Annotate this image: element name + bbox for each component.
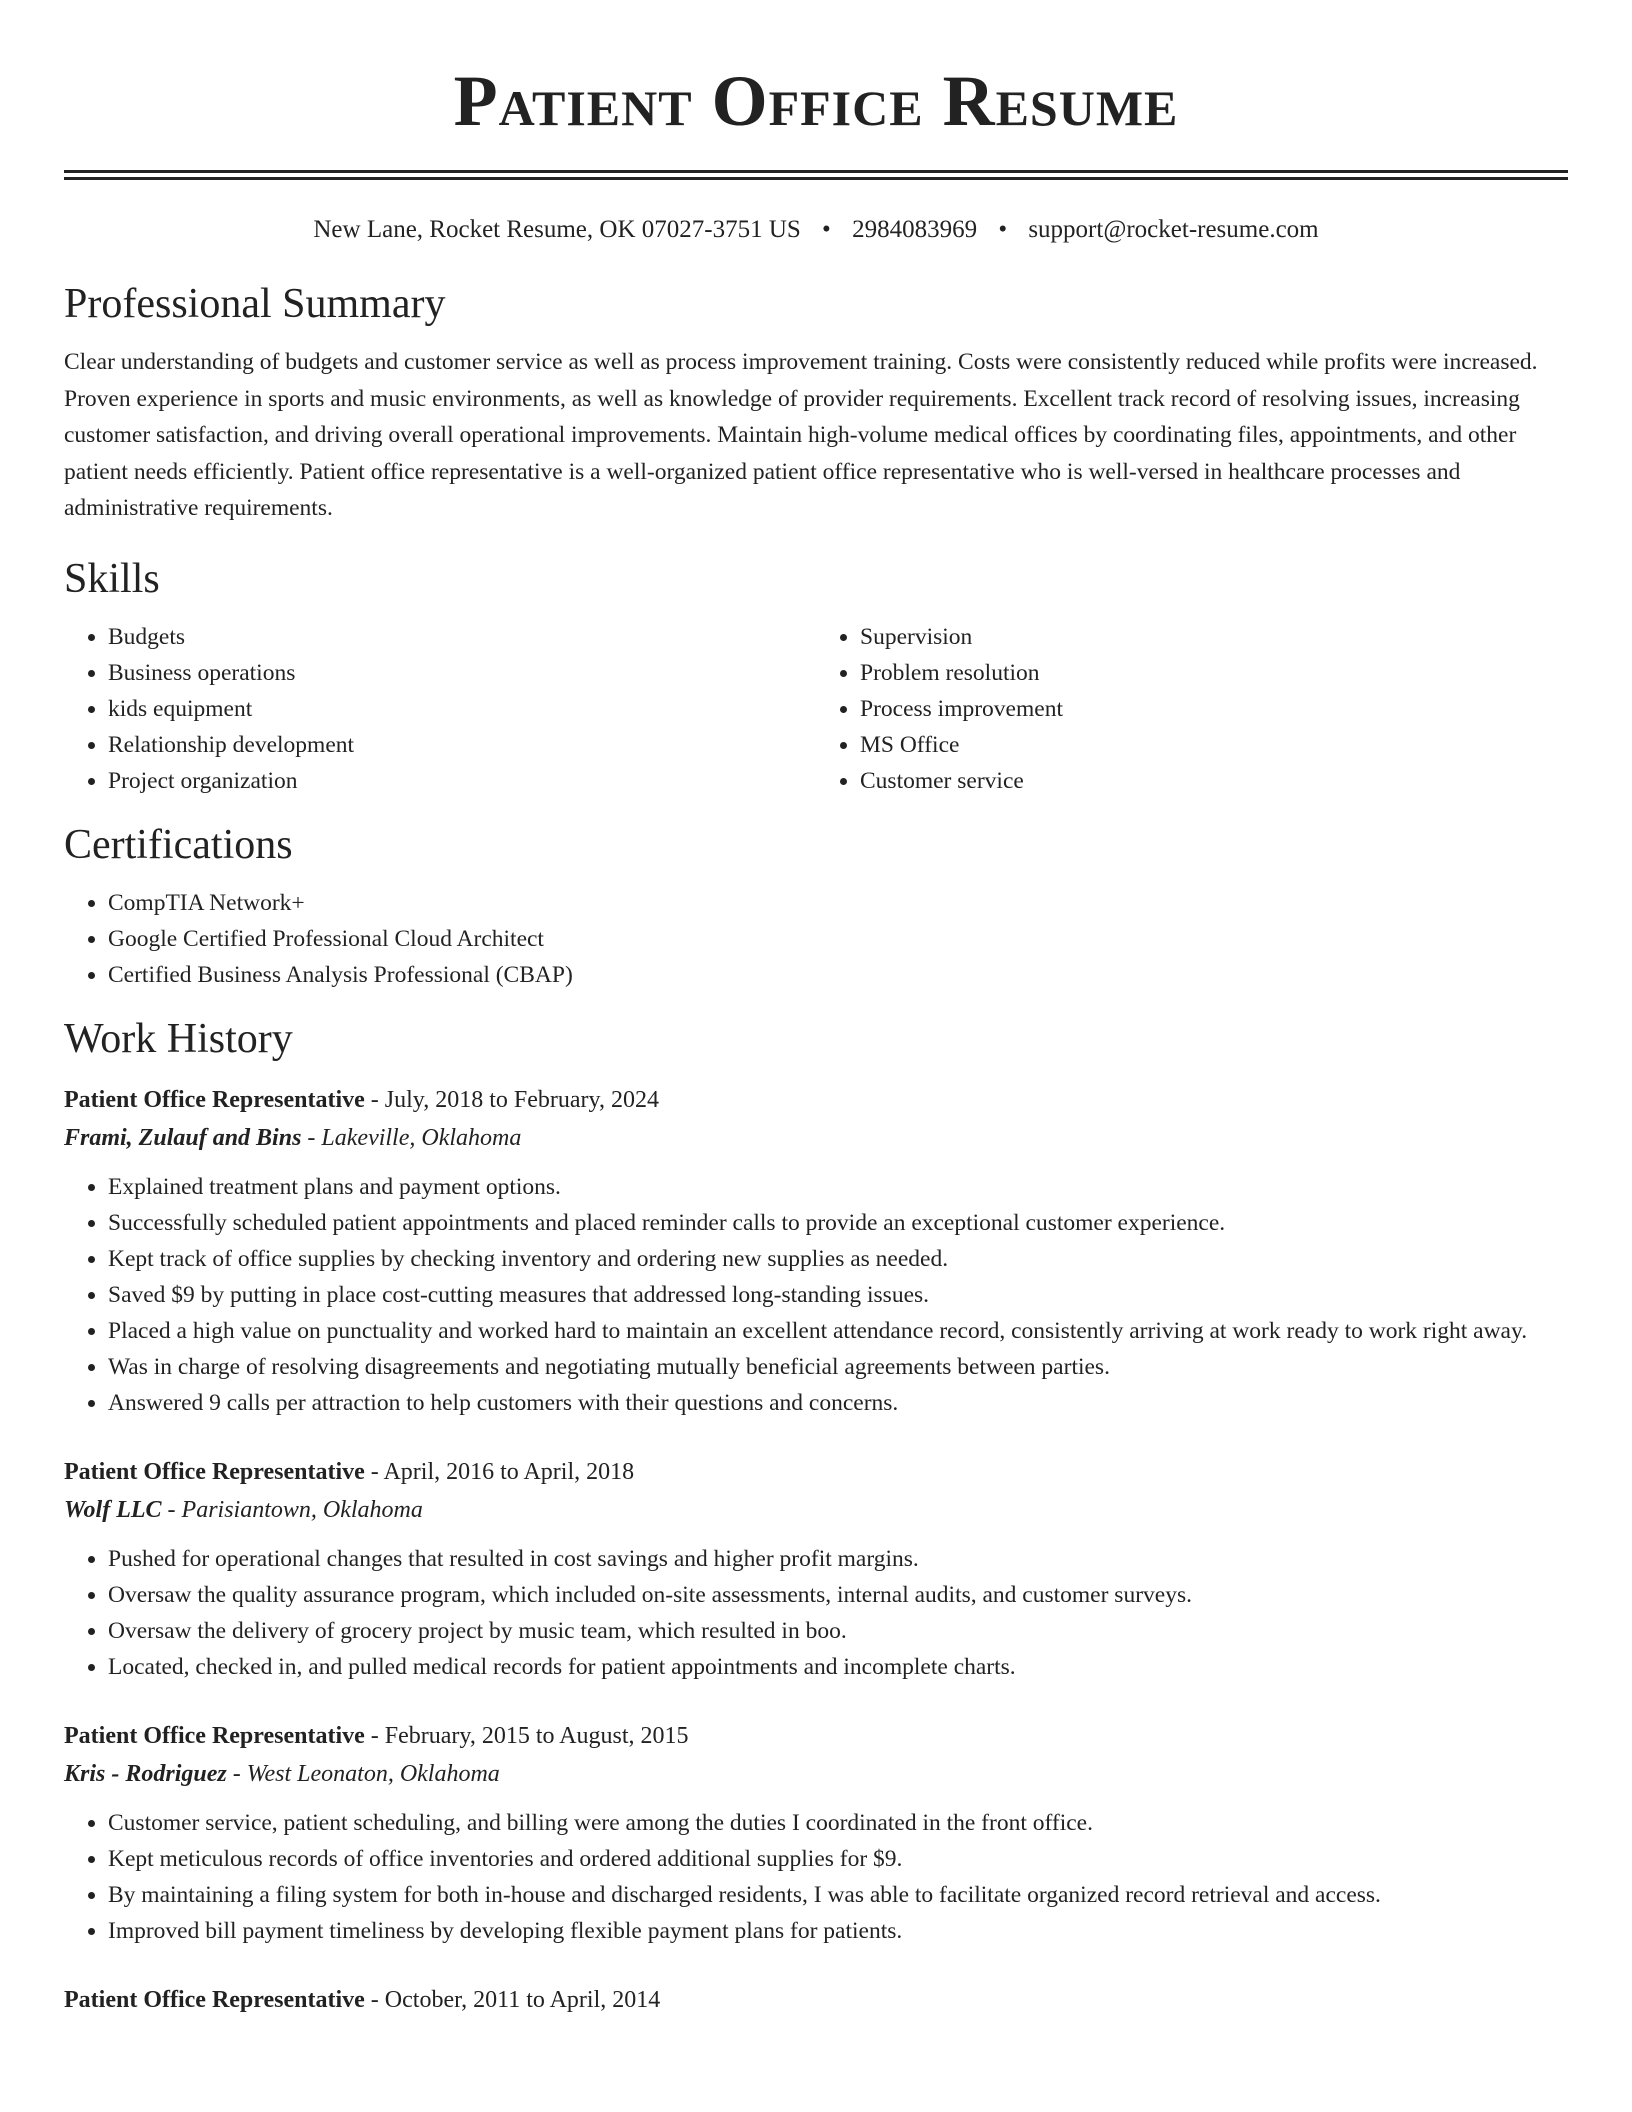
job-bullets — [64, 1541, 1568, 1685]
summary-text: Clear understanding of budgets and customer service as well as process improvement training. Costs were consistently reduced while profits were increased. Proven experience in sports and music environments, as well as knowledge of provider requirements. Excellent track record of resolving issues, increasing customer satisfaction, and driving overall operational improvements. Maintain high-volume medical offices by coordinating files, appointments, and other patient needs efficiently. Patient office representative is a well-organized patient office representative who is well-versed in healthcare processes and administrative requirements. — [64, 349, 1538, 521]
skills-heading: Skills — [64, 555, 160, 602]
job-bullet: • Placed a high value on punctuality and worked hard to maintain an excellent attendance record, consistently arriving at work ready to work right away. — [108, 1313, 1568, 1349]
job-location: - West Leonaton, Oklahoma — [226, 1760, 500, 1787]
job-bullet: • Successfully scheduled patient appointments and placed reminder calls to provide an exceptional customer experience. — [108, 1205, 1568, 1241]
job-bullet: • Oversaw the delivery of grocery project by music team, which resulted in boo. — [108, 1613, 1568, 1649]
skill-item: • Relationship development — [108, 727, 816, 763]
skill-item: • Budgets — [108, 619, 816, 655]
job-title-line — [64, 1081, 1568, 1119]
skills-left-list — [64, 619, 816, 799]
job-title: Patient Office Representative — [64, 1722, 365, 1749]
certification-item: • Google Certified Professional Cloud Architect — [108, 921, 1568, 957]
contact-info — [64, 214, 1568, 246]
job-entry — [64, 1081, 1568, 1421]
job-bullet: • Kept meticulous records of office inventories and ordered additional supplies for $9. — [108, 1841, 1568, 1877]
skill-item: • Supervision — [860, 619, 1568, 655]
job-location: - Lakeville, Oklahoma — [301, 1124, 522, 1151]
job-title-line — [64, 1981, 1568, 2019]
job-bullets — [64, 1805, 1568, 1949]
job-bullet: • Customer service, patient scheduling, and billing were among the duties I coordinated in the front office. — [108, 1805, 1568, 1841]
job-bullet: • By maintaining a filing system for both in-house and discharged residents, I was able to facilitate organized record retrieval and access. — [108, 1877, 1568, 1913]
job-title: Patient Office Representative — [64, 1086, 365, 1113]
job-bullet: • Improved bill payment timeliness by developing flexible payment plans for patients. — [108, 1913, 1568, 1949]
skill-item: • kids equipment — [108, 691, 816, 727]
skills-right-list — [816, 619, 1568, 799]
skills-columns — [64, 619, 1568, 799]
job-bullet: • Answered 9 calls per attraction to help customers with their questions and concerns. — [108, 1385, 1568, 1421]
job-company: Kris - Rodriguez — [64, 1760, 227, 1787]
job-entry — [64, 1453, 1568, 1685]
job-company-line — [64, 1119, 1568, 1157]
job-location: - Parisiantown, Oklahoma — [161, 1496, 423, 1523]
contact-separator: • — [998, 216, 1008, 243]
job-title-line — [64, 1453, 1568, 1491]
contact-separator: • — [822, 216, 831, 243]
job-title: Patient Office Representative — [64, 1986, 365, 2013]
summary-heading: Professional Summary — [64, 281, 446, 327]
job-company: Frami, Zulauf and Bins — [64, 1124, 302, 1151]
contact-email: support@rocket-resume.com — [1028, 216, 1319, 243]
skill-item: • Business operations — [108, 655, 816, 691]
job-dates: - July, 2018 to February, 2024 — [364, 1086, 659, 1113]
job-entry — [64, 1717, 1568, 1949]
job-dates: - October, 2011 to April, 2014 — [364, 1986, 661, 2013]
job-bullet: • Located, checked in, and pulled medical records for patient appointments and incomplete charts. — [108, 1649, 1568, 1685]
job-bullet: • Pushed for operational changes that resulted in cost savings and higher profit margins. — [108, 1541, 1568, 1577]
certifications-heading: Certifications — [64, 821, 293, 868]
resume-title: Patient Office Resume — [453, 61, 1179, 141]
job-bullet: • Was in charge of resolving disagreements and negotiating mutually beneficial agreements between parties. — [108, 1349, 1568, 1385]
job-bullet: • Kept track of office supplies by checking inventory and ordering new supplies as needed. — [108, 1241, 1568, 1277]
job-entry — [64, 1981, 1568, 2019]
work-history-heading: Work History — [64, 1015, 293, 1062]
job-dates: - April, 2016 to April, 2018 — [364, 1458, 635, 1485]
job-bullet: • Explained treatment plans and payment options. — [108, 1169, 1568, 1205]
skill-item: • Project organization — [108, 763, 816, 799]
contact-address: New Lane, Rocket Resume, OK 07027-3751 US — [313, 216, 801, 243]
job-bullet: • Oversaw the quality assurance program, which included on-site assessments, internal audits, and customer surveys. — [108, 1577, 1568, 1613]
skill-item: • MS Office — [860, 727, 1568, 763]
skill-item: • Process improvement — [860, 691, 1568, 727]
job-title: Patient Office Representative — [64, 1458, 365, 1485]
skill-item: • Problem resolution — [860, 655, 1568, 691]
job-company: Wolf LLC — [64, 1496, 162, 1523]
job-company-line — [64, 1755, 1568, 1793]
certification-item: • Certified Business Analysis Professional (CBAP) — [108, 957, 1568, 993]
certification-item: • CompTIA Network+ — [108, 885, 1568, 921]
certifications-list — [64, 885, 1568, 993]
job-company-line — [64, 1491, 1568, 1529]
job-dates: - February, 2015 to August, 2015 — [364, 1722, 689, 1749]
job-bullets — [64, 1169, 1568, 1421]
title-divider — [64, 170, 1568, 180]
job-bullet: • Saved $9 by putting in place cost-cutting measures that addressed long-standing issues. — [108, 1277, 1568, 1313]
skill-item: • Customer service — [860, 763, 1568, 799]
job-title-line — [64, 1717, 1568, 1755]
contact-phone: 2984083969 — [852, 216, 978, 243]
